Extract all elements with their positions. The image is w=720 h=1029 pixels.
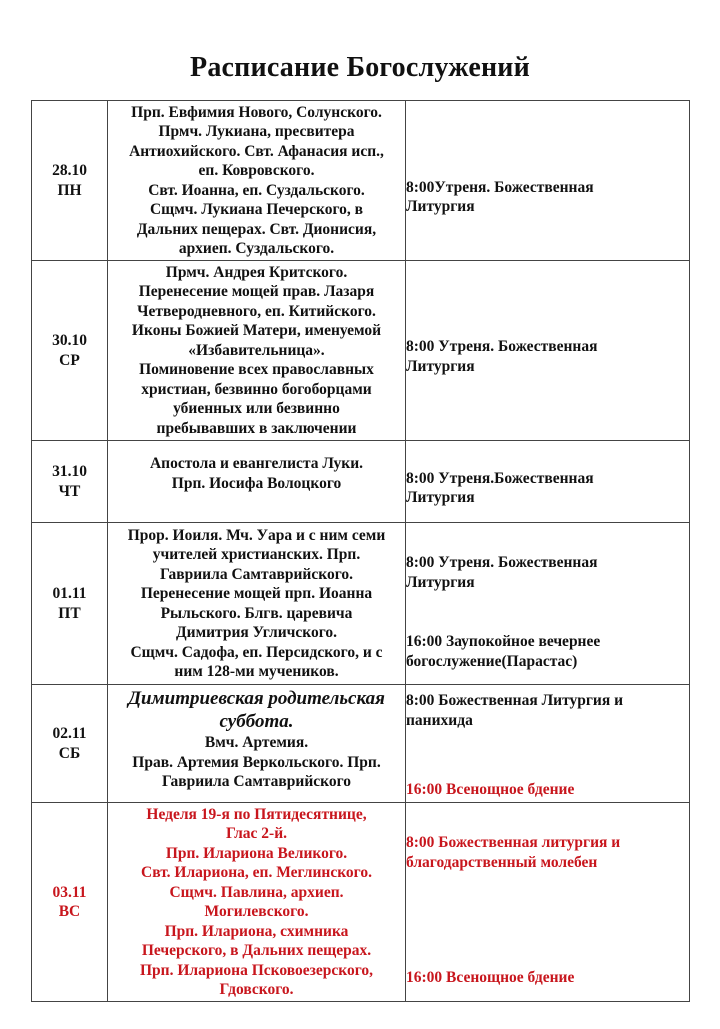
- saint-line: Прмч. Лукиана, пресвитера: [158, 123, 355, 140]
- evening-service-line: богослужение(Парастас): [406, 652, 578, 670]
- saints-cell: [108, 685, 406, 803]
- saint-line: Антиохийского. Свт. Афанасия исп.,: [129, 142, 384, 160]
- feast-title: Димитриевская родительская: [128, 688, 385, 709]
- saint-line: Свт. Илариона, еп. Меглинского.: [141, 864, 372, 881]
- saints-cell: [108, 101, 406, 261]
- service-line: Литургия: [406, 489, 475, 506]
- saint-line: Неделя 19-я по Пятидесятнице,: [146, 805, 367, 823]
- services-cell: [406, 441, 690, 523]
- saint-line: пребывавших в заключении: [156, 419, 357, 437]
- saints-cell: [108, 803, 406, 1002]
- saint-line: архиеп. Суздальского.: [178, 240, 335, 257]
- saint-line: Прмч. Андрея Критского.: [165, 263, 348, 281]
- service-line: 8:00 Утреня. Божественная: [406, 554, 598, 571]
- saint-line: Прп. Илариона Великого.: [165, 844, 348, 862]
- saint-line: Перенесение мощей прп. Иоанна: [140, 585, 373, 602]
- saint-line: Вмч. Артемия.: [204, 734, 309, 751]
- saint-line: Прав. Артемия Веркольского. Прп.: [132, 753, 381, 771]
- saints-cell: [108, 441, 406, 523]
- saint-line: убиенных или безвинно: [173, 400, 340, 418]
- saints-cell: [108, 261, 406, 441]
- saint-line: Поминовение всех православных: [139, 361, 374, 379]
- service-line: Литургия: [406, 573, 475, 591]
- date: 01.11: [52, 585, 87, 602]
- table-row: [32, 101, 690, 261]
- date: 03.11: [52, 883, 87, 901]
- schedule-table: [31, 100, 690, 1002]
- service-line: 8:00Утреня. Божественная: [406, 178, 594, 196]
- date-cell: [32, 261, 108, 441]
- saint-line: Перенесение мощей прав. Лазаря: [138, 283, 375, 301]
- service-line: Литургия: [406, 357, 475, 375]
- evening-service-line: 16:00 Заупокойное вечернее: [406, 633, 601, 650]
- saint-line: Печерского, в Дальних пещерах.: [141, 942, 372, 959]
- weekday: ПН: [57, 181, 82, 199]
- saint-line: Свт. Иоанна, еп. Суздальского.: [148, 181, 365, 199]
- date-cell: [32, 803, 108, 1002]
- weekday: ПТ: [58, 604, 81, 622]
- saint-line: Прп. Евфимия Нового, Солунского.: [131, 103, 382, 121]
- saint-line: христиан, безвинно богоборцами: [141, 380, 372, 398]
- evening-service-line: 16:00 Всенощное бдение: [406, 781, 575, 799]
- service-line: Литургия: [406, 198, 475, 215]
- saint-line: Апостола и евангелиста Луки.: [149, 455, 364, 472]
- saint-line: Сщмч. Павлина, архиеп.: [169, 883, 344, 901]
- saint-line: Прп. Илариона, схимника: [164, 922, 349, 940]
- service-line: 8:00 Божественная литургия и: [406, 834, 621, 852]
- table-row: [32, 803, 690, 1002]
- weekday: СР: [59, 351, 80, 369]
- services-cell: [406, 101, 690, 261]
- service-line: панихида: [406, 711, 473, 729]
- date-cell: [32, 523, 108, 685]
- saint-line: Четверодневного, еп. Китийского.: [137, 302, 376, 320]
- service-line: благодарственный молебен: [406, 853, 598, 871]
- date-cell: [32, 685, 108, 803]
- saint-line: еп. Ковровского.: [198, 162, 315, 179]
- services-cell: [406, 261, 690, 441]
- weekday: ЧТ: [58, 482, 81, 500]
- saint-line: Сщмч. Садофа, еп. Персидского, и с: [130, 643, 383, 661]
- service-line: 8:00 Утреня.Божественная: [406, 469, 594, 487]
- saint-line: Иконы Божией Матери, именуемой: [131, 322, 382, 340]
- date-cell: [32, 101, 108, 261]
- evening-service-line: 16:00 Всенощное бдение: [406, 969, 575, 987]
- table-row: [32, 441, 690, 523]
- saints-cell: [108, 523, 406, 685]
- service-line: 8:00 Божественная Литургия и: [406, 692, 624, 710]
- table-row: [32, 523, 690, 685]
- saint-line: Могилевского.: [204, 903, 309, 920]
- service-line: 8:00 Утреня. Божественная: [406, 338, 598, 355]
- services-cell: [406, 803, 690, 1002]
- page-title: Расписание Богослужений: [190, 52, 530, 83]
- saint-line: Гавриила Самтаврийского.: [160, 565, 353, 583]
- saint-line: Дальних пещерах. Свт. Дионисия,: [136, 220, 377, 238]
- table-row: [32, 685, 690, 803]
- saint-line: Гдовского.: [219, 981, 294, 998]
- services-cell: [406, 685, 690, 803]
- saint-line: Прп. Илариона Псковоезерского,: [140, 961, 373, 979]
- saint-line: «Избавительница».: [188, 341, 325, 359]
- table-row: [32, 261, 690, 441]
- feast-title: суббота.: [219, 711, 294, 732]
- services-cell: [406, 523, 690, 685]
- saint-line: Сщмч. Лукиана Печерского, в: [149, 201, 364, 218]
- saint-line: учителей христианских. Прп.: [152, 546, 361, 563]
- weekday: СБ: [58, 744, 81, 762]
- date: 28.10: [52, 162, 87, 179]
- date: 31.10: [52, 463, 87, 480]
- date-cell: [32, 441, 108, 523]
- saint-line: Димитрия Угличского.: [175, 624, 338, 641]
- saint-line: Рыльского. Блгв. царевича: [160, 604, 353, 622]
- saint-line: Гавриила Самтаврийского: [161, 773, 352, 790]
- saint-line: Прп. Иосифа Волоцкого: [171, 474, 342, 492]
- weekday: ВС: [58, 903, 81, 920]
- date: 30.10: [52, 332, 87, 349]
- saint-line: Глас 2-й.: [225, 825, 288, 842]
- saint-line: Прор. Иоиля. Мч. Уара и с ним семи: [127, 526, 386, 544]
- saint-line: ним 128-ми мучеников.: [174, 663, 339, 680]
- date: 02.11: [52, 725, 87, 742]
